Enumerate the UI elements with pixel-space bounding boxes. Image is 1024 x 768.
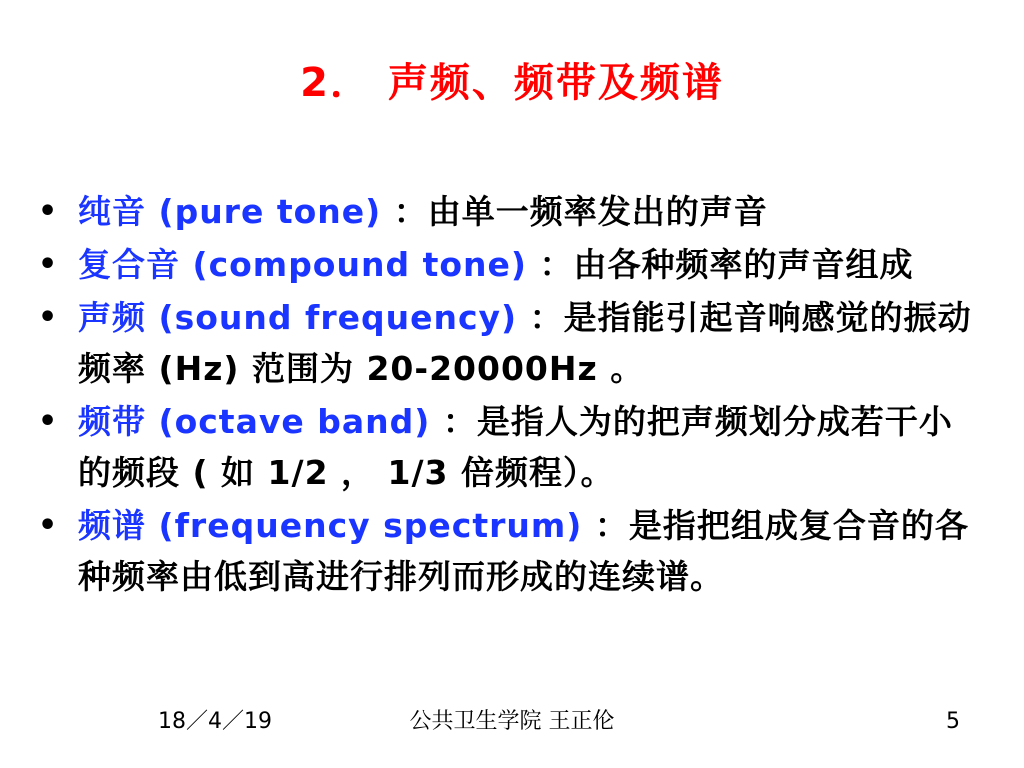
bullet-definition: ：由单一频率发出的声音 [393,192,768,231]
bullet-term: 复合音 (compound tone) [78,245,540,284]
bullet-term: 频谱 (frequency spectrum) [78,506,595,545]
bullet-term: 纯音 (pure tone) [78,192,394,231]
bullet-item-frequency-spectrum [38,500,973,602]
bullet-definition: ：是指人为的把声频划分成若干小的频段 ( 如 1/2 ， 1/3 倍频程）。 [78,402,953,492]
bullet-term: 频带 (octave band) [78,402,443,441]
bullet-term: 声频 (sound frequency) [78,298,530,337]
bullet-item-pure-tone [38,186,973,237]
bullet-item-compound-tone [38,239,973,290]
bullet-marker: • [38,508,59,543]
bullet-definition: ：由各种频率的声音组成 [539,245,914,284]
footer-date: 18／4／19 [158,709,272,734]
bullet-definition: ：是指能引起音响感觉的振动频率 (Hz) 范围为 20-20000Hz 。 [78,298,972,388]
footer-page-number: 5 [946,709,960,734]
bullet-item-octave-band [38,396,973,498]
slide-title: 2． 声频、频带及频谱 [300,60,724,106]
bullet-item-sound-frequency [38,292,973,394]
footer-institution: 公共卫生学院 王正伦 [409,709,615,734]
bullet-marker: • [38,404,59,439]
bullet-marker: • [38,194,59,229]
bullet-marker: • [38,247,59,282]
bullet-definition: ：是指把组成复合音的各种频率由低到高进行排列而形成的连续谱。 [78,506,969,596]
bullet-list [38,186,973,604]
bullet-marker: • [38,300,59,335]
